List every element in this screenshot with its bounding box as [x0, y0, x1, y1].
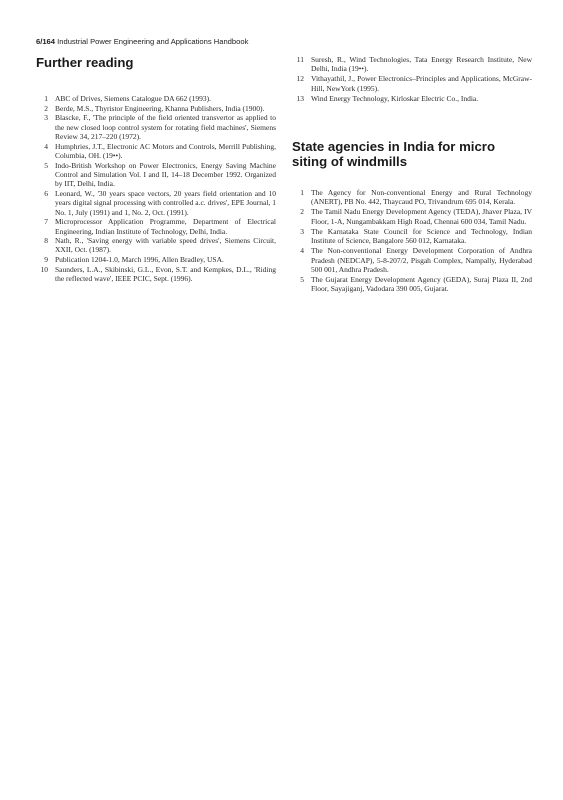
- reference-item: [36, 189, 276, 217]
- reference-item: [36, 94, 276, 103]
- reference-item: [36, 255, 276, 264]
- agency-item: [292, 246, 532, 274]
- reference-text: Nath, R., 'Saving energy with variable speed drives', Siemens Circuit, XXII, Oct. (1987).: [55, 236, 276, 255]
- agency-number: 1: [300, 188, 304, 198]
- agency-text: The Tamil Nadu Energy Development Agency (TEDA), Jhaver Plaza, IV Floor, 1-A, Nungambakkam High Road, Chennai 600 034, Tamil Nadu.: [311, 207, 532, 226]
- reference-number: 8: [44, 236, 48, 246]
- agency-number: 2: [300, 207, 304, 217]
- reference-item: [36, 104, 276, 113]
- state-agencies-list: [292, 188, 532, 293]
- further-reading-list-continued: [292, 55, 532, 103]
- running-header: [36, 37, 248, 46]
- agency-number: 5: [300, 274, 304, 284]
- reference-item: [292, 74, 532, 93]
- reference-number: 12: [296, 74, 304, 84]
- agency-text: The Gujarat Energy Development Agency (GEDA), Suraj Plaza II, 2nd Floor, Sayajiganj, Vadodara 390 005, Gujarat.: [311, 274, 532, 294]
- agency-text: The Karnataka State Council for Science and Technology, Indian Institute of Science, Bangalore 560 012, Karnataka.: [311, 226, 532, 246]
- reference-number: 2: [44, 103, 48, 113]
- agency-number: 4: [300, 246, 304, 256]
- reference-text: Vithayathil, J., Power Electronics–Principles and Applications, McGraw-Hill, NewYork (1995).: [311, 74, 532, 93]
- right-column: [292, 55, 532, 294]
- reference-text: Humphries, J.T., Electronic AC Motors and Controls, Merrill Publishing, Columbia, OH. (19••).: [55, 141, 276, 160]
- reference-number: 10: [40, 264, 48, 274]
- reference-text: Wind Energy Technology, Kirloskar Electric Co., India.: [311, 93, 479, 103]
- reference-text: Berde, M.S., Thyristor Engineering, Khanna Publishers, India (1900).: [55, 103, 265, 113]
- reference-number: 7: [44, 217, 48, 227]
- further-reading-heading: Further reading: [36, 55, 134, 70]
- reference-item: [36, 265, 276, 284]
- reference-item: [36, 142, 276, 161]
- agency-text: The Non-conventional Energy Development Corporation of Andhra Pradesh (NEDCAP), 5-8-207/2, Pisgah Complex, Nampally, Hyderabad 500 001, Andhra Pradesh.: [311, 246, 532, 274]
- reference-item: [292, 94, 532, 103]
- reference-item: [36, 161, 276, 189]
- reference-text: Blascke, F., 'The principle of the field oriented transvertor as applied to the new closed loop control system for rotating field machines', Siemens Review 34, 217–220 (1972).: [55, 113, 276, 141]
- reference-number: 9: [44, 255, 48, 265]
- reference-item: [36, 113, 276, 141]
- reference-text: ABC of Drives, Siemens Catalogue DA 662 (1993).: [55, 94, 212, 103]
- reference-number: 6: [44, 188, 48, 198]
- reference-text: Indo-British Workshop on Power Electronics, Energy Saving Machine Control and Simulation Vol. I and II, 14–18 December 1992. Organized by IIT, Delhi, India.: [55, 160, 276, 189]
- agency-item: [292, 227, 532, 246]
- agency-item: [292, 188, 532, 207]
- reference-number: 13: [296, 93, 304, 103]
- reference-text: Publication 1204-1.0, March 1996, Allen Bradley, USA.: [55, 255, 224, 265]
- state-agencies-heading: State agencies in India for micro siting of windmills: [292, 139, 495, 170]
- agency-text: The Agency for Non-conventional Energy and Rural Technology (ANERT), PB No. 442, Thaycaud PO, Trivandrum 695 014, Kerala.: [311, 188, 532, 207]
- reference-text: Suresh, R., Wind Technologies, Tata Energy Research Institute, New Delhi, India (19••).: [311, 55, 532, 74]
- further-reading-list: [36, 94, 276, 283]
- left-column: [36, 55, 276, 284]
- reference-text: Leonard, W., '30 years space vectors, 20 years field orientation and 10 years digital signal processing with controlled a.c. drives', EPE Journal, 1 No. 1, July (1991) and 1, No. 2, Oct. (1991).: [55, 188, 276, 217]
- reference-item: [292, 55, 532, 74]
- reference-number: 1: [44, 94, 48, 103]
- reference-number: 3: [44, 113, 48, 123]
- reference-item: [36, 236, 276, 255]
- reference-number: 11: [296, 55, 304, 64]
- reference-number: 5: [44, 160, 48, 170]
- reference-item: [36, 217, 276, 236]
- page-number: 6/164: [36, 37, 56, 46]
- agency-number: 3: [300, 226, 304, 236]
- agency-item: [292, 275, 532, 294]
- book-title: Industrial Power Engineering and Applications Handbook: [57, 37, 249, 46]
- agency-item: [292, 207, 532, 226]
- reference-text: Microprocessor Application Programme, Department of Electrical Engineering, Indian Institute of Technology, Delhi, India.: [55, 217, 276, 236]
- reference-number: 4: [44, 141, 48, 151]
- reference-text: Saunders, L.A., Skibinski, G.L., Evon, S.T. and Kempkes, D.L., 'Riding the reflected wave', IEEE PCIC, Sept. (1996).: [55, 264, 276, 284]
